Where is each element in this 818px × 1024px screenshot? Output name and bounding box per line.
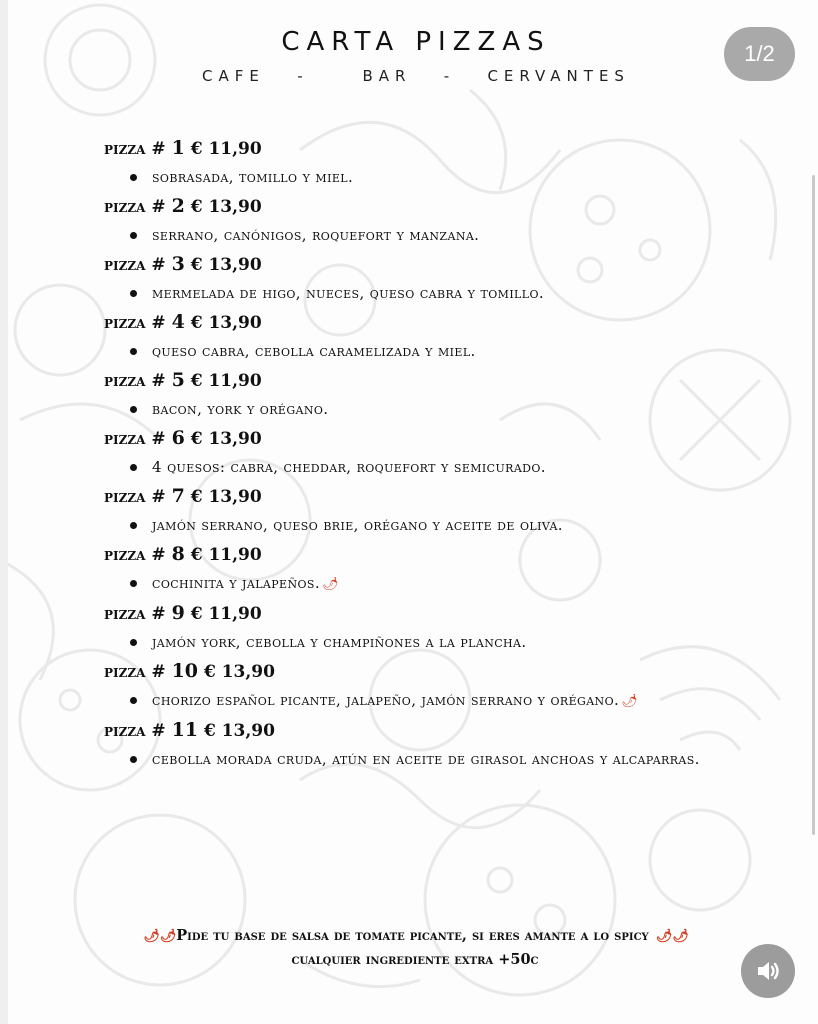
menu-footer [100,924,730,971]
pizza-item [104,192,744,250]
pizza-description-text: cochinita y jalapeños. [152,574,321,592]
pizza-description-text: serrano, canónigos, roquefort y manzana. [152,226,480,244]
scrollbar[interactable] [812,175,815,835]
pizza-number: 6 [171,427,185,449]
pizza-heading [104,424,744,453]
pizza-item [104,657,744,716]
chili-pepper-icon: 🌶🌶 [655,929,689,944]
pizza-number: 5 [171,369,185,391]
pizza-price: € 13,90 [190,197,262,217]
pizza-label: pizza # [104,604,166,624]
bullet-icon [130,639,137,646]
pizza-number: 9 [171,602,185,624]
pizza-description [104,569,712,599]
bullet-icon [130,232,137,239]
pizza-description [104,628,712,657]
pizza-number: 1 [171,137,185,159]
pizza-item [104,599,744,657]
footer-spicy-note [100,924,730,948]
pizza-price: € 13,90 [203,662,275,682]
page-subtitle: CAFE - BAR - CERVANTES [202,67,630,85]
pizza-heading [104,540,744,569]
pizza-heading [104,599,744,628]
pizza-label: pizza # [104,313,166,333]
pizza-description [104,337,712,366]
bullet-icon [130,464,137,471]
pizza-heading [104,134,744,163]
chili-pepper-icon: 🌶 [621,694,639,709]
pizza-description-text: queso cabra, cebolla caramelizada y miel. [152,342,476,360]
bullet-icon [130,290,137,297]
pizza-heading [104,308,744,337]
page-indicator: 1/2 [724,27,795,81]
pizza-label: pizza # [104,662,166,682]
pizza-number: 7 [171,485,185,507]
pizza-number: 11 [171,719,199,741]
pizza-item [104,134,744,192]
bullet-icon [130,756,137,763]
pizza-heading [104,657,744,686]
pizza-price: € 13,90 [190,313,262,333]
pizza-label: pizza # [104,371,166,391]
pizza-price: € 11,90 [190,371,262,391]
pizza-label: pizza # [104,721,166,741]
pizza-heading [104,192,744,221]
page-title: CARTA PIZZAS [281,27,551,57]
pizza-description [104,745,712,774]
pizza-description-text: jamón york, cebolla y champiñones a la plancha. [152,633,527,651]
chili-pepper-icon: 🌶 [322,577,339,592]
bullet-icon [130,406,137,413]
bullet-icon [130,580,137,587]
pizza-description-text: cebolla morada cruda, atún en aceite de girasol anchoas y alcaparras. [152,750,700,768]
pizza-number: 3 [171,253,185,275]
pizza-description-text: chorizo español picante, jalapeño, jamón serrano y orégano. [152,691,620,709]
pizza-price: € 11,90 [190,604,262,624]
left-edge [0,0,8,1024]
pizza-item [104,716,744,774]
pizza-description-text: mermelada de higo, nueces, queso cabra y tomillo. [152,284,545,302]
bullet-icon [130,348,137,355]
pizza-description-text: bacon, york y orégano. [152,400,329,418]
pizza-description-text: sobrasada, tomillo y miel. [152,168,354,186]
sound-button[interactable] [741,944,795,998]
pizza-number: 2 [171,195,185,217]
pizza-item [104,308,744,366]
pizza-price: € 11,90 [190,545,262,565]
pizza-heading [104,250,744,279]
pizza-price: € 13,90 [190,429,262,449]
pizza-item [104,366,744,424]
chili-pepper-icon: 🌶🌶 [143,929,177,944]
pizza-description-text: 4 quesos: cabra, cheddar, roquefort y semicurado. [152,458,546,476]
pizza-heading [104,366,744,395]
pizza-number: 8 [171,543,185,565]
pizza-price: € 13,90 [190,255,262,275]
pizza-item [104,540,744,599]
pizza-description [104,395,712,424]
footer-extra-note: cualquier ingrediente extra +50c [291,951,539,968]
pizza-description [104,511,712,540]
speaker-icon [755,958,781,984]
pizza-description [104,279,712,308]
pizza-label: pizza # [104,487,166,507]
pizza-description [104,221,712,250]
pizza-item [104,424,744,482]
pizza-heading [104,482,744,511]
pizza-label: pizza # [104,139,166,159]
pizza-label: pizza # [104,197,166,217]
pizza-description [104,163,712,192]
bullet-icon [130,697,137,704]
bullet-icon [130,174,137,181]
pizza-price: € 13,90 [203,721,275,741]
pizza-number: 4 [171,311,185,333]
pizza-list [104,134,744,774]
pizza-label: pizza # [104,429,166,449]
pizza-number: 10 [171,660,199,682]
footer-line-1: Pide tu base de salsa de tomate picante, si eres amante a lo spicy [176,927,649,944]
pizza-label: pizza # [104,545,166,565]
pizza-description [104,453,712,482]
pizza-description [104,686,712,716]
pizza-price: € 11,90 [190,139,262,159]
pizza-heading [104,716,744,745]
pizza-item [104,482,744,540]
bullet-icon [130,522,137,529]
pizza-label: pizza # [104,255,166,275]
pizza-item [104,250,744,308]
pizza-price: € 13,90 [190,487,262,507]
pizza-description-text: jamón serrano, queso brie, orégano y aceite de oliva. [152,516,563,534]
